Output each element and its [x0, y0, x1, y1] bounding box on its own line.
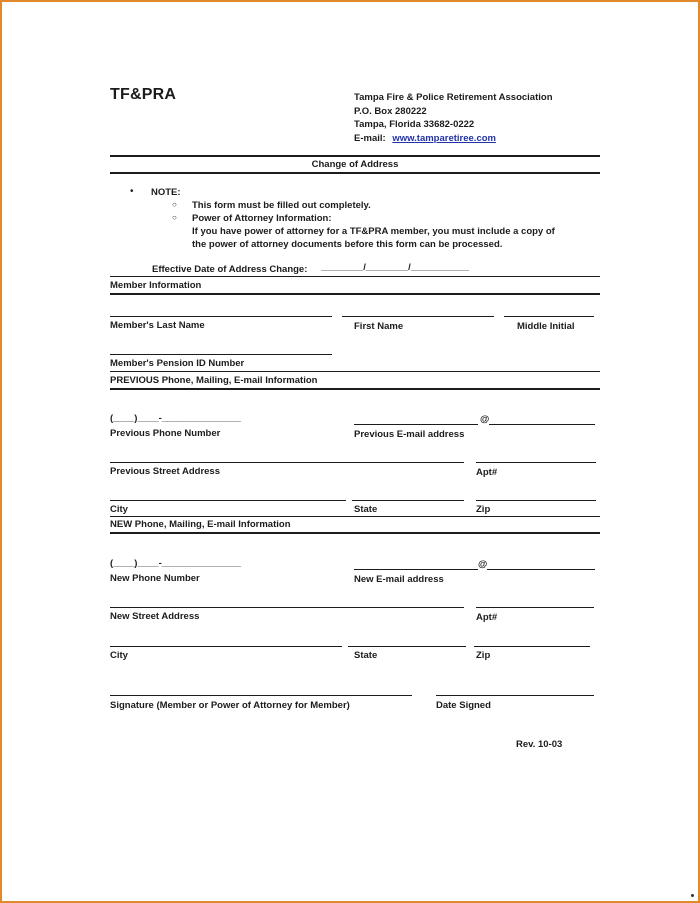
previous-apt-label: Apt# [476, 467, 498, 478]
new-section-title: NEW Phone, Mailing, E-mail Information [110, 519, 291, 530]
section-rule [110, 532, 600, 534]
pension-id-field[interactable] [110, 354, 332, 355]
org-address-line1: P.O. Box 280222 [354, 105, 427, 117]
previous-state-field[interactable] [352, 500, 464, 501]
first-name-label: First Name [354, 321, 404, 332]
new-state-field[interactable] [348, 646, 466, 647]
previous-city-label: City [110, 504, 128, 515]
previous-apt-field[interactable] [476, 462, 596, 463]
previous-street-field[interactable] [110, 462, 464, 463]
effective-date-field[interactable]: ________/________/___________ [321, 262, 469, 273]
previous-zip-field[interactable] [476, 500, 596, 501]
section-rule [110, 293, 600, 295]
middle-initial-label: Middle Initial [517, 321, 575, 332]
last-name-label: Member's Last Name [110, 320, 205, 331]
new-zip-label: Zip [476, 650, 491, 661]
previous-email-label: Previous E-mail address [354, 429, 465, 440]
org-address-block [354, 91, 553, 145]
new-apt-label: Apt# [476, 612, 498, 623]
signature-field[interactable] [110, 695, 412, 696]
new-email-label: New E-mail address [354, 574, 444, 585]
previous-phone-field[interactable]: (____)____-_______________ [110, 413, 242, 424]
previous-street-label: Previous Street Address [110, 466, 220, 477]
member-section-title: Member Information [110, 280, 202, 291]
section-rule [110, 516, 600, 517]
org-address-line2: Tampa, Florida 33682-0222 [354, 119, 475, 130]
section-rule [110, 371, 600, 372]
form-title: Change of Address [311, 159, 399, 170]
previous-phone-label: Previous Phone Number [110, 428, 221, 439]
date-signed-field[interactable] [436, 695, 594, 696]
effective-date-label: Effective Date of Address Change: [152, 264, 308, 275]
circle-bullet-icon: ○ [172, 200, 177, 209]
new-phone-field[interactable]: (____)____-_______________ [110, 558, 242, 569]
previous-section-title: PREVIOUS Phone, Mailing, E-mail Information [110, 375, 318, 386]
section-rule [110, 276, 600, 277]
note-item-2-line1: If you have power of attorney for a TF&PRA member, you must include a copy of [192, 226, 555, 237]
signature-label: Signature (Member or Power of Attorney for Member) [110, 700, 350, 711]
previous-city-field[interactable] [110, 500, 346, 501]
new-city-label: City [110, 650, 128, 661]
new-apt-field[interactable] [476, 607, 594, 608]
email-label: E-mail: [354, 132, 386, 144]
at-sign: @ [478, 559, 488, 570]
note-item-2-line2: the power of attorney documents before this form can be processed. [192, 239, 503, 250]
new-email-user-field[interactable] [354, 569, 478, 570]
new-city-field[interactable] [110, 646, 342, 647]
new-zip-field[interactable] [474, 646, 590, 647]
previous-email-domain-field[interactable] [489, 424, 595, 425]
section-rule [110, 388, 600, 390]
title-top-rule [110, 155, 600, 157]
new-email-domain-field[interactable] [487, 569, 595, 570]
new-street-label: New Street Address [110, 611, 200, 622]
org-email-row [354, 132, 553, 146]
first-name-field[interactable] [342, 316, 494, 317]
revision-label: Rev. 10-03 [516, 739, 563, 750]
note-label: NOTE: [151, 187, 181, 198]
logo-text: TF&PRA [110, 86, 177, 103]
circle-bullet-icon: ○ [172, 213, 177, 222]
last-name-field[interactable] [110, 316, 332, 317]
at-sign: @ [480, 414, 490, 425]
new-state-label: State [354, 650, 378, 661]
previous-state-label: State [354, 504, 378, 515]
org-name: Tampa Fire & Police Retirement Association [354, 92, 553, 103]
title-bottom-rule [110, 172, 600, 174]
website-link[interactable]: www.tamparetiree.com [392, 132, 496, 144]
previous-zip-label: Zip [476, 504, 491, 515]
new-phone-label: New Phone Number [110, 573, 200, 584]
new-street-field[interactable] [110, 607, 464, 608]
date-signed-label: Date Signed [436, 700, 491, 711]
note-item-1: This form must be filled out completely. [192, 200, 371, 211]
pension-id-label: Member's Pension ID Number [110, 358, 245, 369]
bullet-icon: • [130, 186, 134, 197]
previous-email-user-field[interactable] [354, 424, 478, 425]
middle-initial-field[interactable] [504, 316, 594, 317]
scan-mark [691, 894, 694, 897]
note-item-2-title: Power of Attorney Information: [192, 213, 332, 224]
